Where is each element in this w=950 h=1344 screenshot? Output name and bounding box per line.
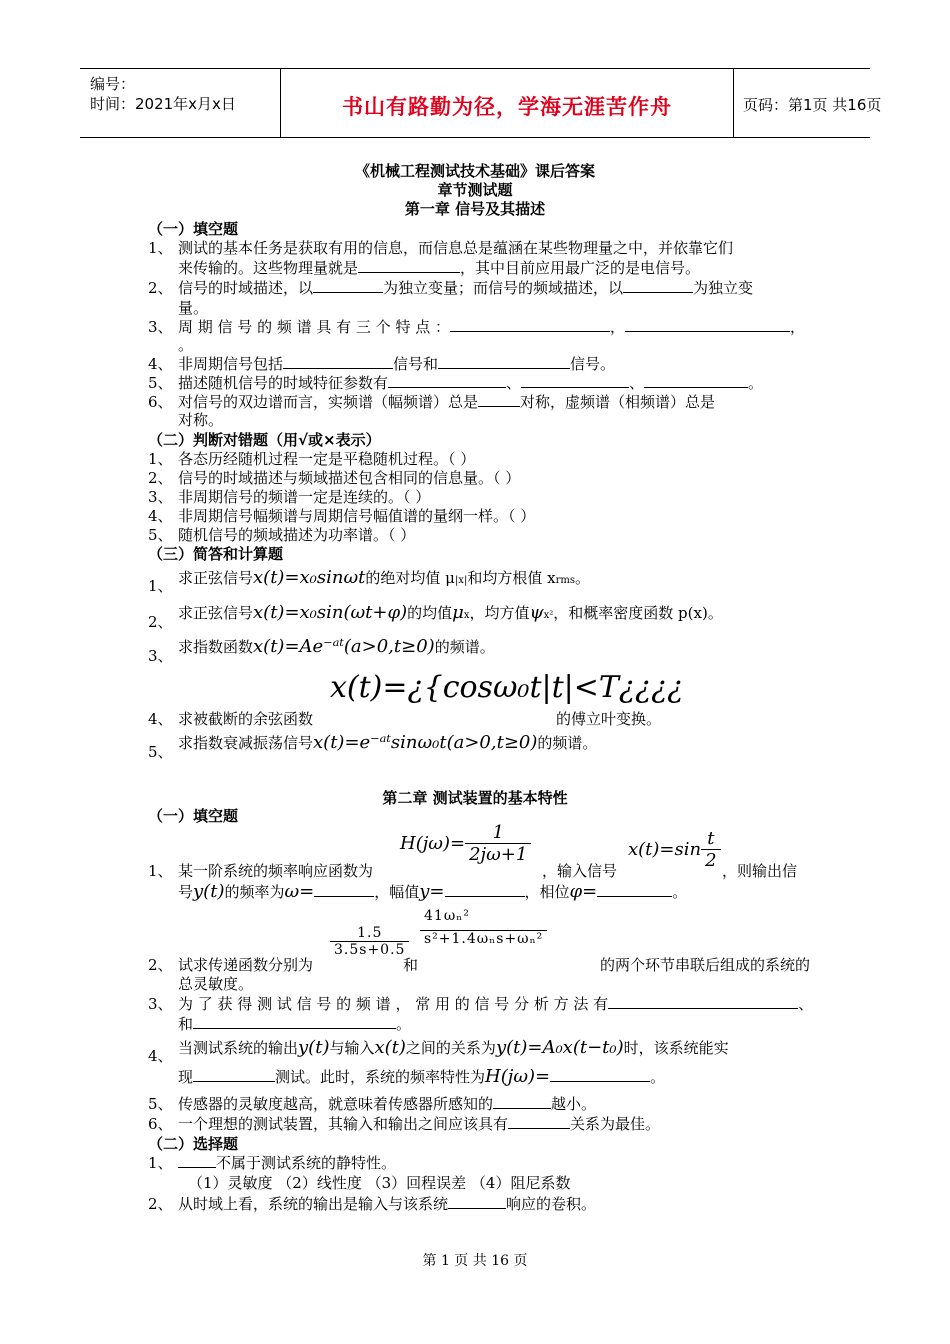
- formula: x(t)=x₀sin(ωt+φ): [253, 602, 408, 623]
- ch2-q1-a: 某一阶系统的频率响应函数为: [178, 862, 374, 880]
- ch1-q2-line1: 信号的时域描述，以 为独立变量；而信号的频域描述，以 为独立变: [178, 279, 754, 297]
- page-label: 页码：第1页 共16页: [743, 96, 882, 114]
- formula: x(t)=e⁻ᵃᵗsinω₀t(a>0,t≥0): [313, 732, 538, 753]
- ch1-q6-line1: 对信号的双边谱而言，实频谱（幅频谱）总是 对称，虚频谱（相频谱）总是: [178, 393, 716, 411]
- date-label: 时间：2021年x月x日: [90, 95, 236, 113]
- blank[interactable]: [597, 881, 672, 897]
- ch2-q4-line1: 当测试系统的输出y(t)与输入x(t)之间的关系为y(t)=A₀x(t−t₀)时，该系统能实: [178, 1037, 729, 1058]
- document-title: 《机械工程测试技术基础》课后答案: [354, 162, 595, 180]
- ch2-choice2: 从时域上看，系统的输出是输入与该系统 响应的卷积。: [178, 1195, 597, 1213]
- question-number: 2、: [148, 1195, 173, 1213]
- blank[interactable]: [448, 1193, 506, 1209]
- blank[interactable]: [438, 353, 570, 369]
- ch1-calc4-prefix: 求被截断的余弦函数: [178, 710, 314, 728]
- question-number: 5、: [148, 1095, 173, 1113]
- ch1-sec1-heading: （一）填空题: [148, 220, 239, 238]
- document-subtitle: 章节测试题: [437, 181, 513, 199]
- ch1-sec2-heading: （二）判断对错题（用√或×表示）: [148, 431, 381, 449]
- ch1-q3-line2: 。: [178, 336, 194, 354]
- ch2-q3-line2: 和 。: [178, 1015, 412, 1033]
- question-number: 1、: [148, 1154, 173, 1172]
- ch2-q4-line2: 现 测试。此时，系统的频率特性为H(jω)= 。: [178, 1066, 666, 1087]
- ch1-q1-line1: 测试的基本任务是获取有用的信息，而信息总是蕴涵在某些物理量之中，并依靠它们: [178, 239, 734, 257]
- ch1-judge1: 各态历经随机过程一定是平稳随机过程。（ ）: [178, 450, 476, 468]
- question-number: 4、: [148, 1047, 173, 1065]
- blank[interactable]: [388, 372, 506, 388]
- header-left-cell: [80, 69, 280, 137]
- ch1-judge5: 随机信号的频域描述为功率谱。（ ）: [178, 526, 416, 544]
- question-number: 1、: [148, 239, 173, 257]
- ch1-judge4: 非周期信号幅频谱与周期信号幅值谱的量纲一样。（ ）: [178, 507, 536, 525]
- question-number: 3、: [148, 318, 173, 336]
- ch2-sec1-heading: （一）填空题: [148, 807, 239, 825]
- question-number: 6、: [148, 1115, 173, 1133]
- question-number: 4、: [148, 507, 173, 525]
- ch1-calc4-suffix: 的傅立叶变换。: [556, 710, 662, 728]
- blank[interactable]: [625, 316, 790, 332]
- ch2-q1-c: ，则输出信: [722, 862, 798, 880]
- ch1-judge2: 信号的时域描述与频域描述包含相同的信息量。（ ）: [178, 469, 521, 487]
- ch2-q6: 一个理想的测试装置，其输入和输出之间应该具有 关系为最佳。: [178, 1115, 661, 1133]
- ch2-q2-b: 和: [403, 956, 419, 974]
- header-table: [80, 68, 882, 138]
- header-page-cell: [733, 69, 882, 137]
- ch1-q4: 非周期信号包括 信号和 信号。: [178, 355, 616, 373]
- ch2-q1-b: ，输入信号: [542, 862, 618, 880]
- blank[interactable]: [313, 277, 383, 293]
- question-number: 4、: [148, 710, 173, 728]
- ch1-q2-line2: 量。: [178, 299, 209, 317]
- question-number: 2、: [148, 956, 173, 974]
- blank[interactable]: [358, 257, 460, 273]
- question-number: 1、: [148, 450, 173, 468]
- formula: x(t)=Ae⁻ᵃᵗ(a>0,t≥0): [253, 636, 435, 657]
- code-label: 编号：: [90, 75, 136, 93]
- frequency-response-formula: H(jω)= $\frac{1}{2j\omega+1}$: [400, 822, 531, 865]
- blank[interactable]: [508, 1113, 570, 1129]
- ch2-sec2-heading: （二）选择题: [148, 1135, 239, 1153]
- truncated-cosine-formula: x(t)=¿{cosω₀t|t|<T¿¿¿¿: [330, 670, 684, 705]
- blank[interactable]: [608, 993, 798, 1009]
- ch2-q1-line2: 号y(t)的频率为ω= ，幅值y= ，相位φ= 。: [178, 881, 688, 902]
- question-number: 5、: [148, 374, 173, 392]
- question-number: 2、: [148, 279, 173, 297]
- ch2-q3-line1: 为 了 获 得 测 试 信 号 的 频 谱 ， 常 用 的 信 号 分 析 方 法 有 、: [178, 995, 814, 1013]
- question-number: 3、: [148, 488, 173, 506]
- blank[interactable]: [493, 1093, 551, 1109]
- ch2-q5: 传感器的灵敏度越高，就意味着传感器所感知的 越小。: [178, 1095, 597, 1113]
- question-number: 3、: [148, 647, 173, 665]
- formula: x(t)=x₀sinωt: [253, 567, 366, 588]
- ch2-q2-c: 的两个环节串联后组成的系统的: [600, 956, 811, 974]
- question-number: 4、: [148, 355, 173, 373]
- blank[interactable]: [521, 372, 629, 388]
- motto: 书山有路勤为径，学海无涯苦作舟: [342, 95, 672, 119]
- question-number: 5、: [148, 743, 173, 761]
- transfer-function-2: $\frac{\text{41ωₙ²}}{\text{s²+1.4ωₙs+ωₙ²}}$: [420, 908, 547, 947]
- question-number: 1、: [148, 577, 173, 595]
- ch1-calc3: 求指数函数x(t)=Ae⁻ᵃᵗ(a>0,t≥0)的频谱。: [178, 636, 495, 657]
- header-motto-cell: [280, 69, 734, 137]
- ch2-choice1: 不属于测试系统的静特性。: [178, 1152, 396, 1173]
- ch1-judge3: 非周期信号的频谱一定是连续的。（ ）: [178, 488, 431, 506]
- blank[interactable]: [178, 1152, 216, 1168]
- blank[interactable]: [623, 277, 693, 293]
- blank[interactable]: [644, 372, 748, 388]
- input-signal-formula: x(t)=sin $\frac{t}{2}$: [628, 828, 721, 871]
- blank[interactable]: [193, 1013, 396, 1029]
- ch1-calc2: 求正弦信号x(t)=x₀sin(ωt+φ)的均值μx，均方值ψx²，和概率密度函数 p(x)。: [178, 602, 723, 623]
- ch1-q3-line1: 周 期 信 号 的 频 谱 具 有 三 个 特 点 ： ， ，: [178, 318, 806, 336]
- blank[interactable]: [445, 881, 525, 897]
- question-number: 3、: [148, 995, 173, 1013]
- blank[interactable]: [314, 881, 374, 897]
- blank[interactable]: [550, 1066, 650, 1082]
- ch1-q5: 描述随机信号的时域特征参数有 、 、 。: [178, 374, 764, 392]
- blank[interactable]: [283, 353, 393, 369]
- chapter1-title: 第一章 信号及其描述: [404, 200, 546, 218]
- question-number: 1、: [148, 862, 173, 880]
- page-footer: 第 1 页 共 16 页: [422, 1253, 528, 1269]
- ch1-sec3-heading: （三）简答和计算题: [148, 545, 284, 563]
- transfer-function-1: $\frac{1.5}{3.5s+0.5}$: [330, 925, 409, 958]
- ch1-calc1: 求正弦信号x(t)=x₀sinωt的绝对均值 μ|x|和均方根值 xrms。: [178, 567, 590, 588]
- blank[interactable]: [450, 316, 610, 332]
- question-number: 5、: [148, 526, 173, 544]
- question-number: 2、: [148, 613, 173, 631]
- ch2-q2-a: 试求传递函数分别为: [178, 956, 314, 974]
- chapter2-title: 第二章 测试装置的基本特性: [382, 789, 568, 807]
- question-number: 2、: [148, 469, 173, 487]
- ch1-q1-line2: 来传输的。这些物理量就是 ，其中目前应用最广泛的是电信号。: [178, 259, 701, 277]
- blank[interactable]: [478, 391, 520, 407]
- ch2-q2-d: 总灵敏度。: [178, 975, 254, 993]
- ch1-calc5: 求指数衰减振荡信号x(t)=e⁻ᵃᵗsinω₀t(a>0,t≥0)的频谱。: [178, 732, 598, 753]
- ch1-q6-line2: 对称。: [178, 411, 224, 429]
- blank[interactable]: [193, 1066, 275, 1082]
- ch2-choice1-options: （1）灵敏度 （2）线性度 （3）回程误差 （4）阻尼系数: [188, 1174, 571, 1192]
- question-number: 6、: [148, 393, 173, 411]
